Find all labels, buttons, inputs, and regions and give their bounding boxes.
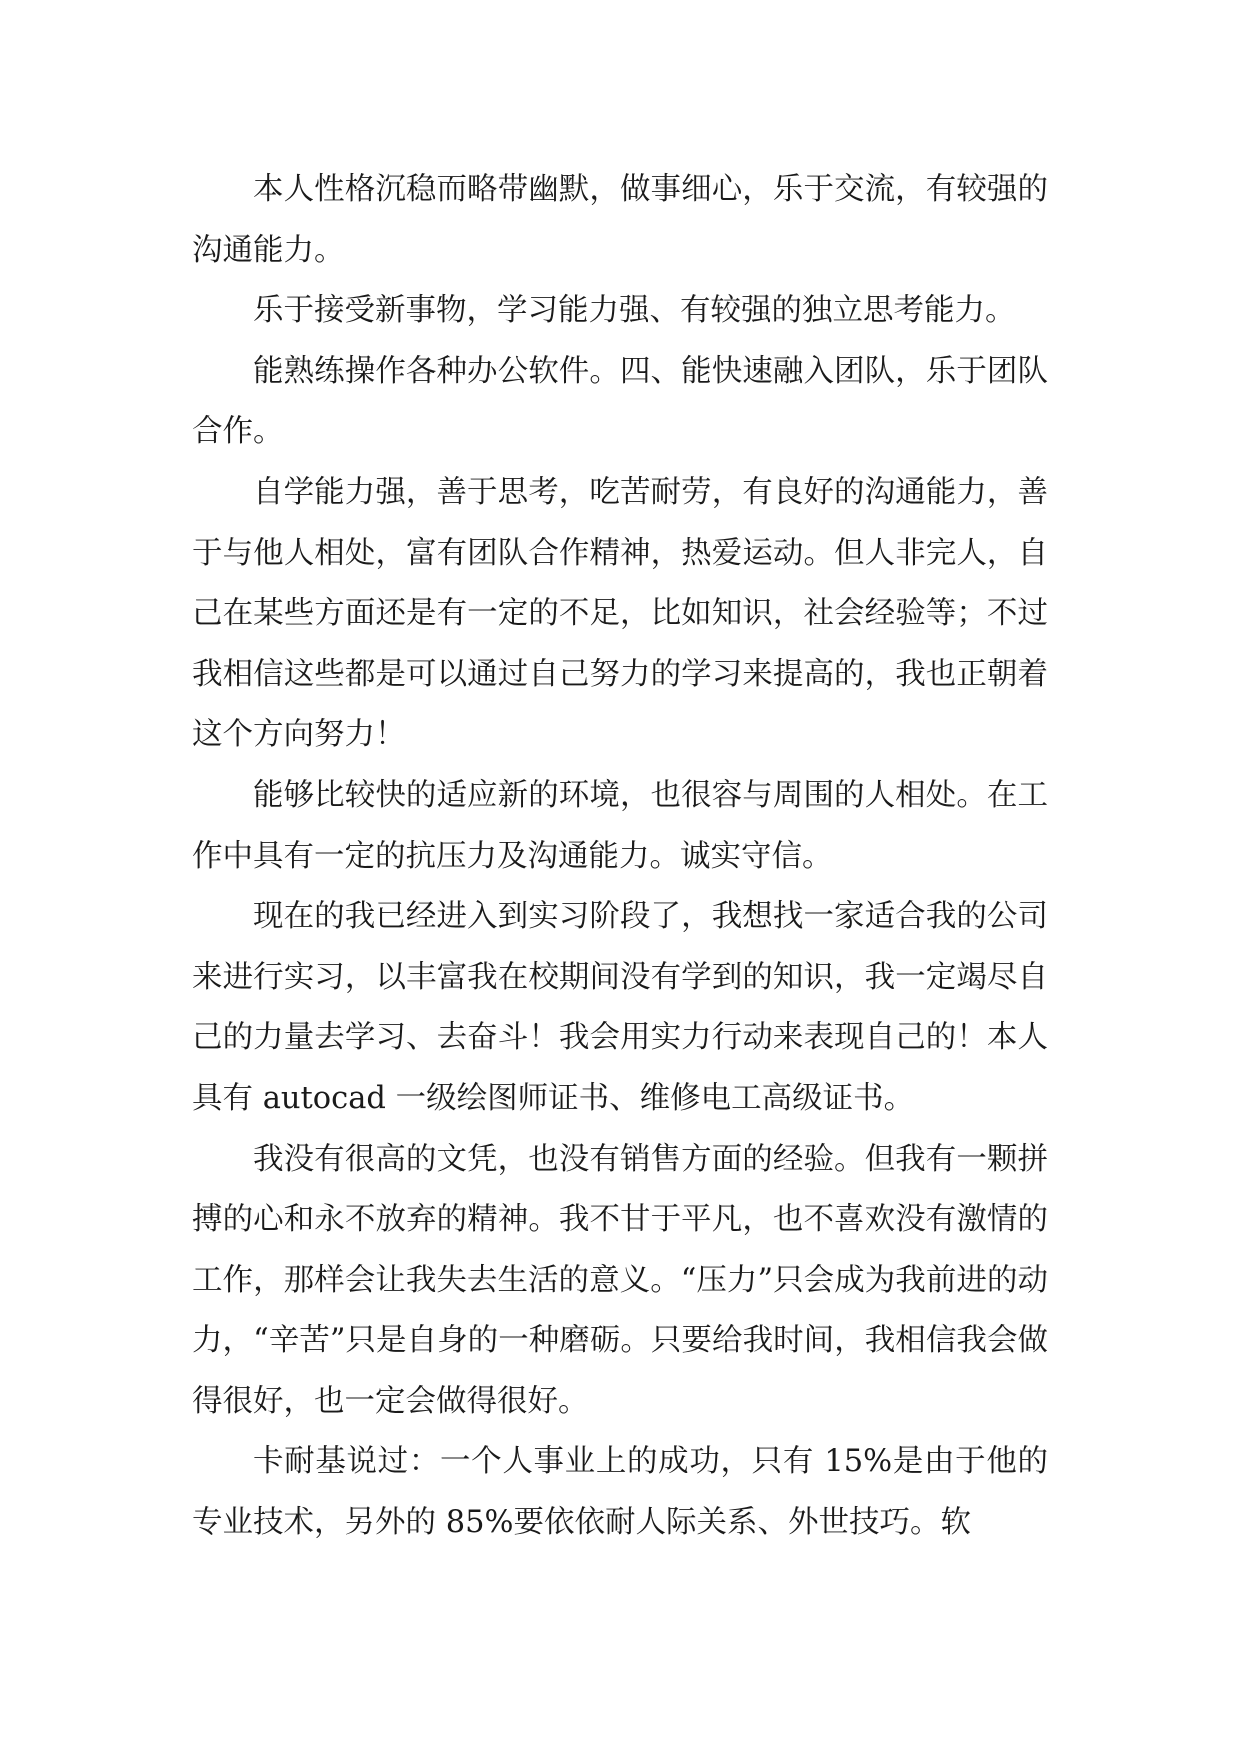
document-body xyxy=(192,160,1048,1554)
paragraph-personality: 本人性格沉稳而略带幽默，做事细心，乐于交流，有较强的沟通能力。 xyxy=(192,172,1048,268)
paragraph-internship: 现在的我已经进入到实习阶段了，我想找一家适合我的公司来进行实习，以丰富我在校期间没有学到的知识，我一定竭尽自己的力量去学习、去奋斗！我会用实力行动来表现自己的！本人具有 autocad 一级绘图师证书、维修电工高级证书。 xyxy=(192,899,1048,1116)
paragraph-learning: 乐于接受新事物，学习能力强、有较强的独立思考能力。 xyxy=(253,293,1016,329)
paragraph-determination: 我没有很高的文凭，也没有销售方面的经验。但我有一颗拼搏的心和永不放弃的精神。我不甘于平凡，也不喜欢没有激情的工作，那样会让我失去生活的意义。“压力”只会成为我前进的动力，“辛苦”只是自身的一种磨砺。只要给我时间，我相信我会做得很好，也一定会做得很好。 xyxy=(192,1141,1048,1419)
paragraph-self-study: 自学能力强，善于思考，吃苦耐劳，有良好的沟通能力，善于与他人相处，富有团队合作精神，热爱运动。但人非完人，自己在某些方面还是有一定的不足，比如知识，社会经验等；不过我相信这些都是可以通过自己努力的学习来提高的，我也正朝着这个方向努力！ xyxy=(192,474,1048,753)
paragraph-adaptability: 能够比较快的适应新的环境，也很容与周围的人相处。在工作中具有一定的抗压力及沟通能力。诚实守信。 xyxy=(192,777,1048,874)
paragraph-carnegie-quote: 卡耐基说过：一个人事业上的成功，只有 15%是由于他的专业技术，另外的 85%要依依耐人际关系、外世技巧。软 xyxy=(192,1444,1048,1541)
paragraph-office-skills: 能熟练操作各种办公软件。四、能快速融入团队，乐于团队合作。 xyxy=(192,353,1048,450)
